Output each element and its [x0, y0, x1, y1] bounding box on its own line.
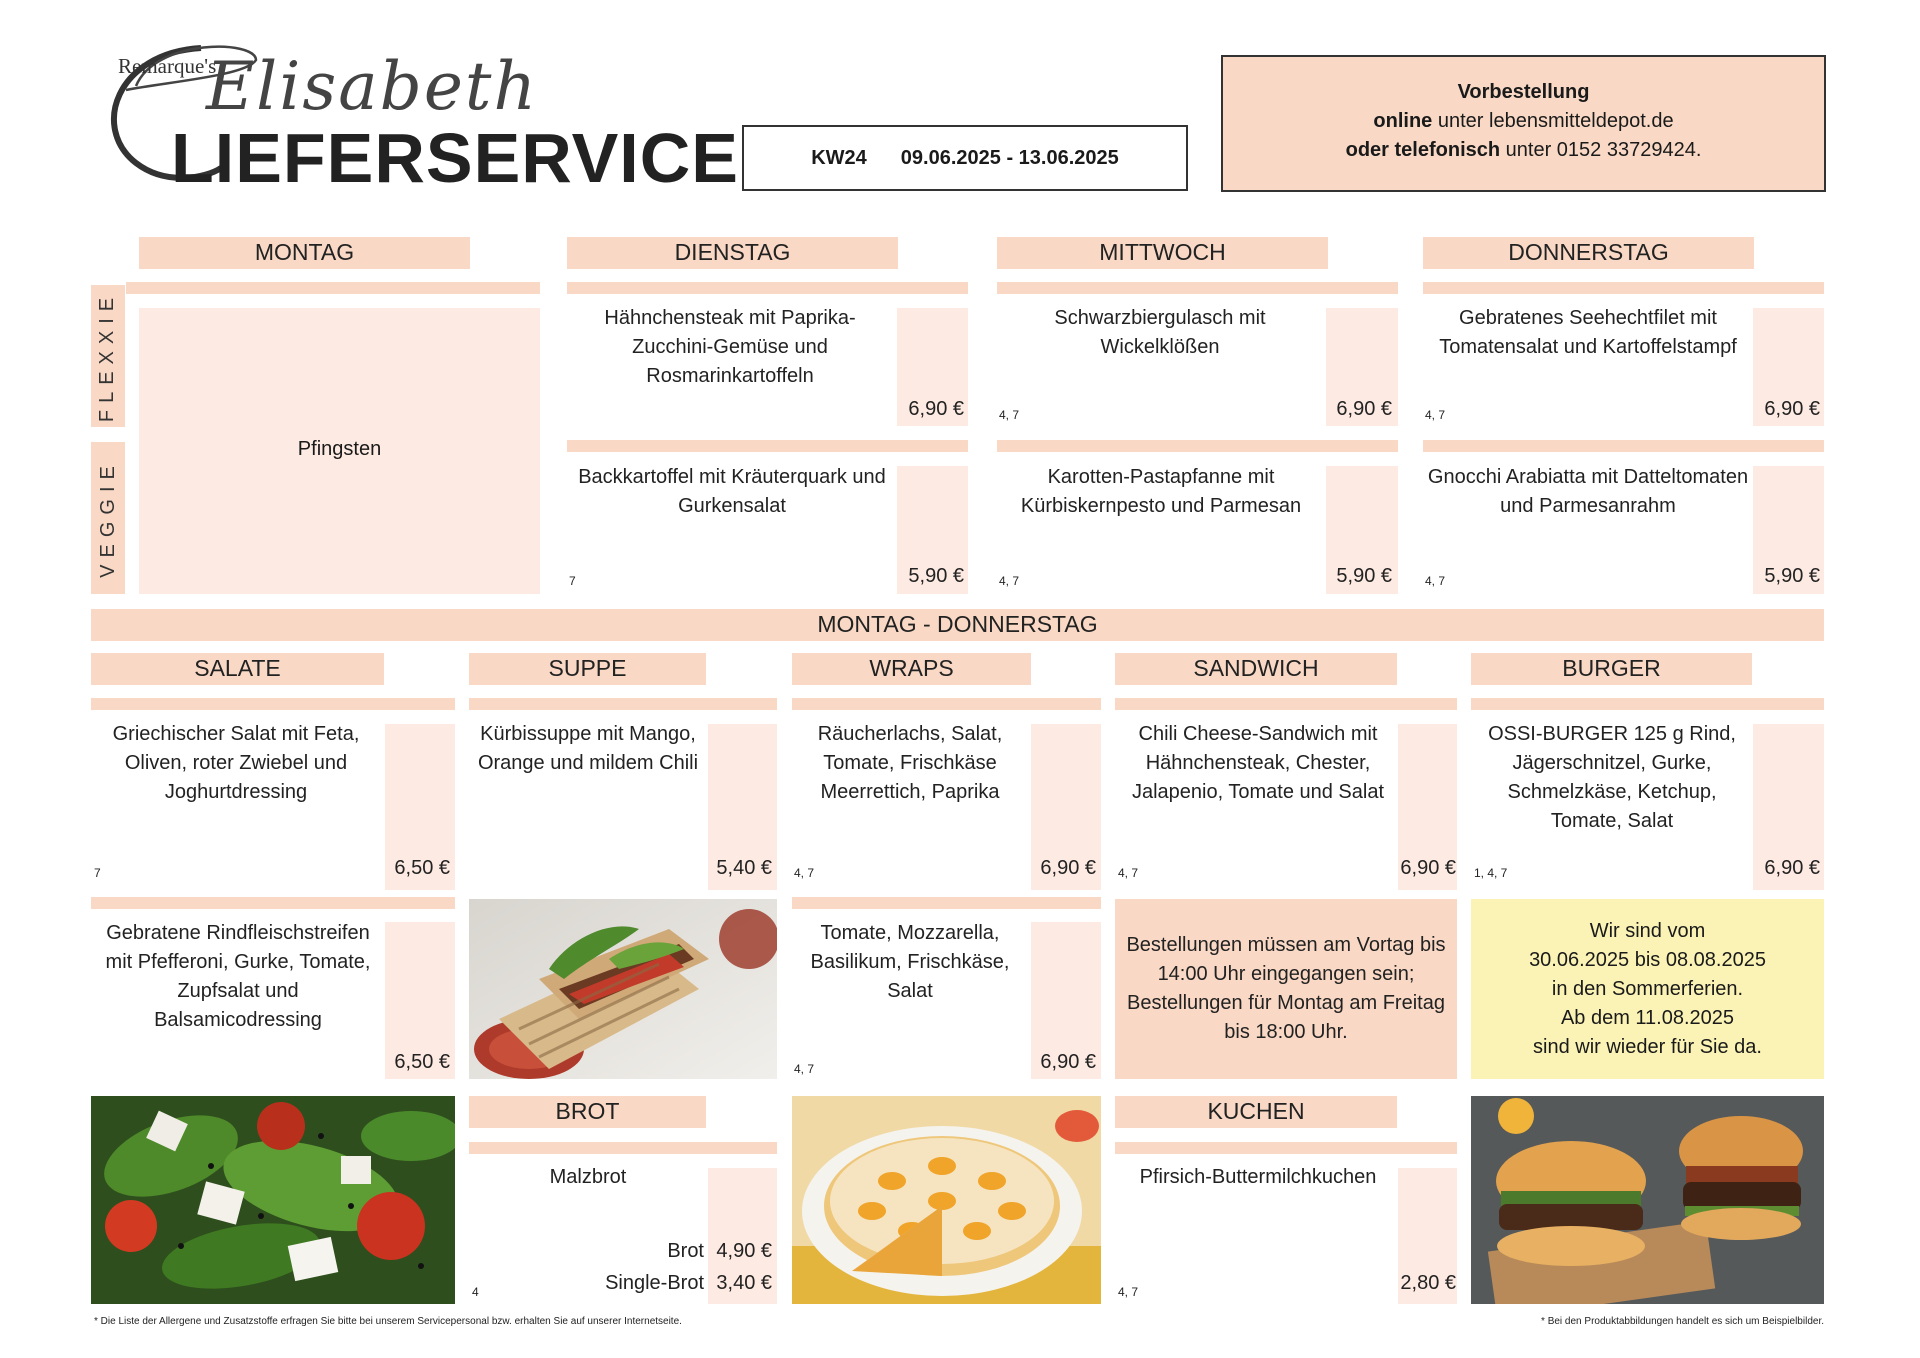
holiday-line: Wir sind vom — [1589, 920, 1706, 942]
divider — [126, 282, 540, 294]
brot-allergens: 4 — [472, 1285, 479, 1299]
logo-main: LIEFERSERVICE — [171, 119, 739, 197]
wrap-photo — [469, 899, 777, 1079]
veggie-dienstag-allergens: 7 — [569, 574, 576, 588]
kuchen-price: 2,80 € — [1400, 1272, 1456, 1294]
order-notice: Bestellungen müssen am Vortag bis 14:00 Uhr eingegangen sein; Bestellungen für Montag am Freitag bis 18:00 Uhr. — [1115, 899, 1457, 1079]
salad-illustration — [91, 1096, 455, 1304]
salate-2-name: Gebratene Rindfleischstreifen mit Pfefferoni, Gurke, Tomate, Zupfsalat und Balsamicodressing — [105, 922, 371, 1031]
cake-illustration — [792, 1096, 1101, 1304]
preorder-phone: oder telefonisch unter 0152 33729424. — [1345, 139, 1702, 161]
brot-price: 4,90 € — [716, 1240, 772, 1262]
divider — [997, 282, 1398, 294]
veggie-dienstag-price: 5,90 € — [908, 565, 964, 587]
category-header-salate: SALATE — [91, 653, 384, 685]
divider — [1423, 440, 1824, 452]
flexxie-dienstag-price: 6,90 € — [908, 398, 964, 420]
day-header-montag: MONTAG — [139, 237, 470, 269]
divider — [567, 440, 968, 452]
divider — [1115, 698, 1457, 710]
veggie-mittwoch-allergens: 4, 7 — [999, 574, 1020, 588]
burger-photo — [1471, 1096, 1824, 1304]
logo-small: Remarque's — [118, 54, 217, 78]
preorder-online: online unter lebensmitteldepot.de — [1373, 110, 1674, 132]
salate-1-allergens: 7 — [94, 866, 101, 880]
burger-price: 6,90 € — [1764, 857, 1820, 879]
veggie-donnerstag-name: Gnocchi Arabiatta mit Datteltomaten und Parmesanrahm — [1427, 466, 1749, 517]
single-brot-price: 3,40 € — [716, 1272, 772, 1294]
flexxie-donnerstag-price: 6,90 € — [1764, 398, 1820, 420]
burger-name: OSSI-BURGER 125 g Rind, Jägerschnitzel, Gurke, Schmelzkäse, Ketchup, Tomate, Salat — [1488, 723, 1736, 832]
divider — [469, 1142, 777, 1154]
monday-holiday: Pfingsten — [297, 437, 382, 460]
flexxie-donnerstag-name: Gebratenes Seehechtfilet mit Tomatensalat und Kartoffelstampf — [1439, 307, 1737, 358]
salate-2-price: 6,50 € — [394, 1051, 450, 1073]
week-box — [742, 125, 1188, 191]
divider — [1471, 698, 1824, 710]
salate-1-price: 6,50 € — [394, 857, 450, 879]
category-header-brot: BROT — [469, 1096, 706, 1128]
wraps-1-allergens: 4, 7 — [794, 866, 815, 880]
veggie-mittwoch-name: Karotten-Pastapfanne mit Kürbiskernpesto und Parmesan — [1020, 466, 1302, 517]
wraps-2-name: Tomate, Mozzarella, Basilikum, Frischkäse, Salat — [810, 922, 1010, 1002]
week-number: KW24 — [811, 146, 867, 169]
divider — [792, 897, 1101, 909]
category-header-sandwich: SANDWICH — [1115, 653, 1397, 685]
preorder-title: Vorbestellung — [1457, 81, 1590, 103]
holiday-line: Ab dem 11.08.2025 — [1560, 1007, 1735, 1029]
wrap-illustration — [469, 899, 777, 1079]
logo-script: Elisabeth — [206, 48, 538, 125]
preorder-box — [1221, 55, 1826, 192]
flexxie-mittwoch-name: Schwarzbiergulasch mit Wickelklößen — [1054, 307, 1266, 358]
day-header-donnerstag: DONNERSTAG — [1423, 237, 1754, 269]
wraps-2-price: 6,90 € — [1040, 1051, 1096, 1073]
brot-label: Brot — [667, 1240, 704, 1262]
divider — [91, 897, 455, 909]
veggie-donnerstag-price: 5,90 € — [1764, 565, 1820, 587]
label-veggie: VEGGIE — [91, 442, 125, 594]
sandwich-allergens: 4, 7 — [1118, 866, 1139, 880]
flexxie-donnerstag-allergens: 4, 7 — [1425, 408, 1446, 422]
category-header-wraps: WRAPS — [792, 653, 1031, 685]
sandwich-name: Chili Cheese-Sandwich mit Hähnchensteak, Chester, Jalapenio, Tomate und Salat — [1131, 723, 1385, 803]
week-banner: MONTAG - DONNERSTAG — [91, 609, 1824, 641]
category-header-kuchen: KUCHEN — [1115, 1096, 1397, 1128]
holiday-line: in den Sommerferien. — [1551, 978, 1744, 1000]
kuchen-name: Pfirsich-Buttermilchkuchen — [1139, 1166, 1377, 1188]
divider — [469, 698, 777, 710]
holiday-notice — [1471, 899, 1824, 1079]
divider — [997, 440, 1398, 452]
veggie-donnerstag-allergens: 4, 7 — [1425, 574, 1446, 588]
flexxie-dienstag-name: Hähnchensteak mit Paprika-Zucchini-Gemüse und Rosmarinkartoffeln — [604, 307, 856, 387]
divider — [91, 698, 455, 710]
wraps-2-allergens: 4, 7 — [794, 1062, 815, 1076]
brot-name: Malzbrot — [549, 1166, 627, 1188]
suppe-price: 5,40 € — [716, 857, 772, 879]
flexxie-mittwoch-allergens: 4, 7 — [999, 408, 1020, 422]
category-header-suppe: SUPPE — [469, 653, 706, 685]
burger-illustration — [1471, 1096, 1824, 1304]
suppe-name: Kürbissuppe mit Mango, Orange und mildem Chili — [477, 723, 699, 774]
day-header-mittwoch: MITTWOCH — [997, 237, 1328, 269]
flexxie-mittwoch-price: 6,90 € — [1336, 398, 1392, 420]
wraps-1-name: Räucherlachs, Salat, Tomate, Frischkäse Meerrettich, Paprika — [817, 723, 1003, 803]
footer-allergen-note: * Die Liste der Allergene und Zusatzstoffe erfragen Sie bitte bei unserem Servicepersonal bzw. erhalten Sie auf unserer Internetseite. — [94, 1316, 682, 1327]
divider — [792, 698, 1101, 710]
kuchen-allergens: 4, 7 — [1118, 1285, 1139, 1299]
wraps-1-price: 6,90 € — [1040, 857, 1096, 879]
single-brot-label: Single-Brot — [605, 1272, 704, 1294]
veggie-dienstag-name: Backkartoffel mit Kräuterquark und Gurkensalat — [578, 466, 886, 517]
veggie-mittwoch-price: 5,90 € — [1336, 565, 1392, 587]
salate-1-name: Griechischer Salat mit Feta, Oliven, roter Zwiebel und Joghurtdressing — [112, 723, 360, 803]
footer-image-note: * Bei den Produktabbildungen handelt es sich um Beispielbilder. — [1541, 1316, 1824, 1327]
label-flexxie: FLEXXIE — [91, 285, 125, 427]
day-header-dienstag: DIENSTAG — [567, 237, 898, 269]
logo — [96, 28, 739, 198]
divider — [1423, 282, 1824, 294]
salad-photo — [91, 1096, 455, 1304]
holiday-line: 30.06.2025 bis 08.08.2025 — [1529, 949, 1766, 971]
monday-cell — [139, 308, 540, 594]
divider — [1115, 1142, 1457, 1154]
cake-photo — [792, 1096, 1101, 1304]
category-header-burger: BURGER — [1471, 653, 1752, 685]
burger-allergens: 1, 4, 7 — [1474, 866, 1508, 880]
divider — [567, 282, 968, 294]
holiday-line: sind wir wieder für Sie da. — [1533, 1036, 1762, 1058]
week-range: 09.06.2025 - 13.06.2025 — [900, 146, 1119, 169]
sandwich-price: 6,90 € — [1400, 857, 1456, 879]
